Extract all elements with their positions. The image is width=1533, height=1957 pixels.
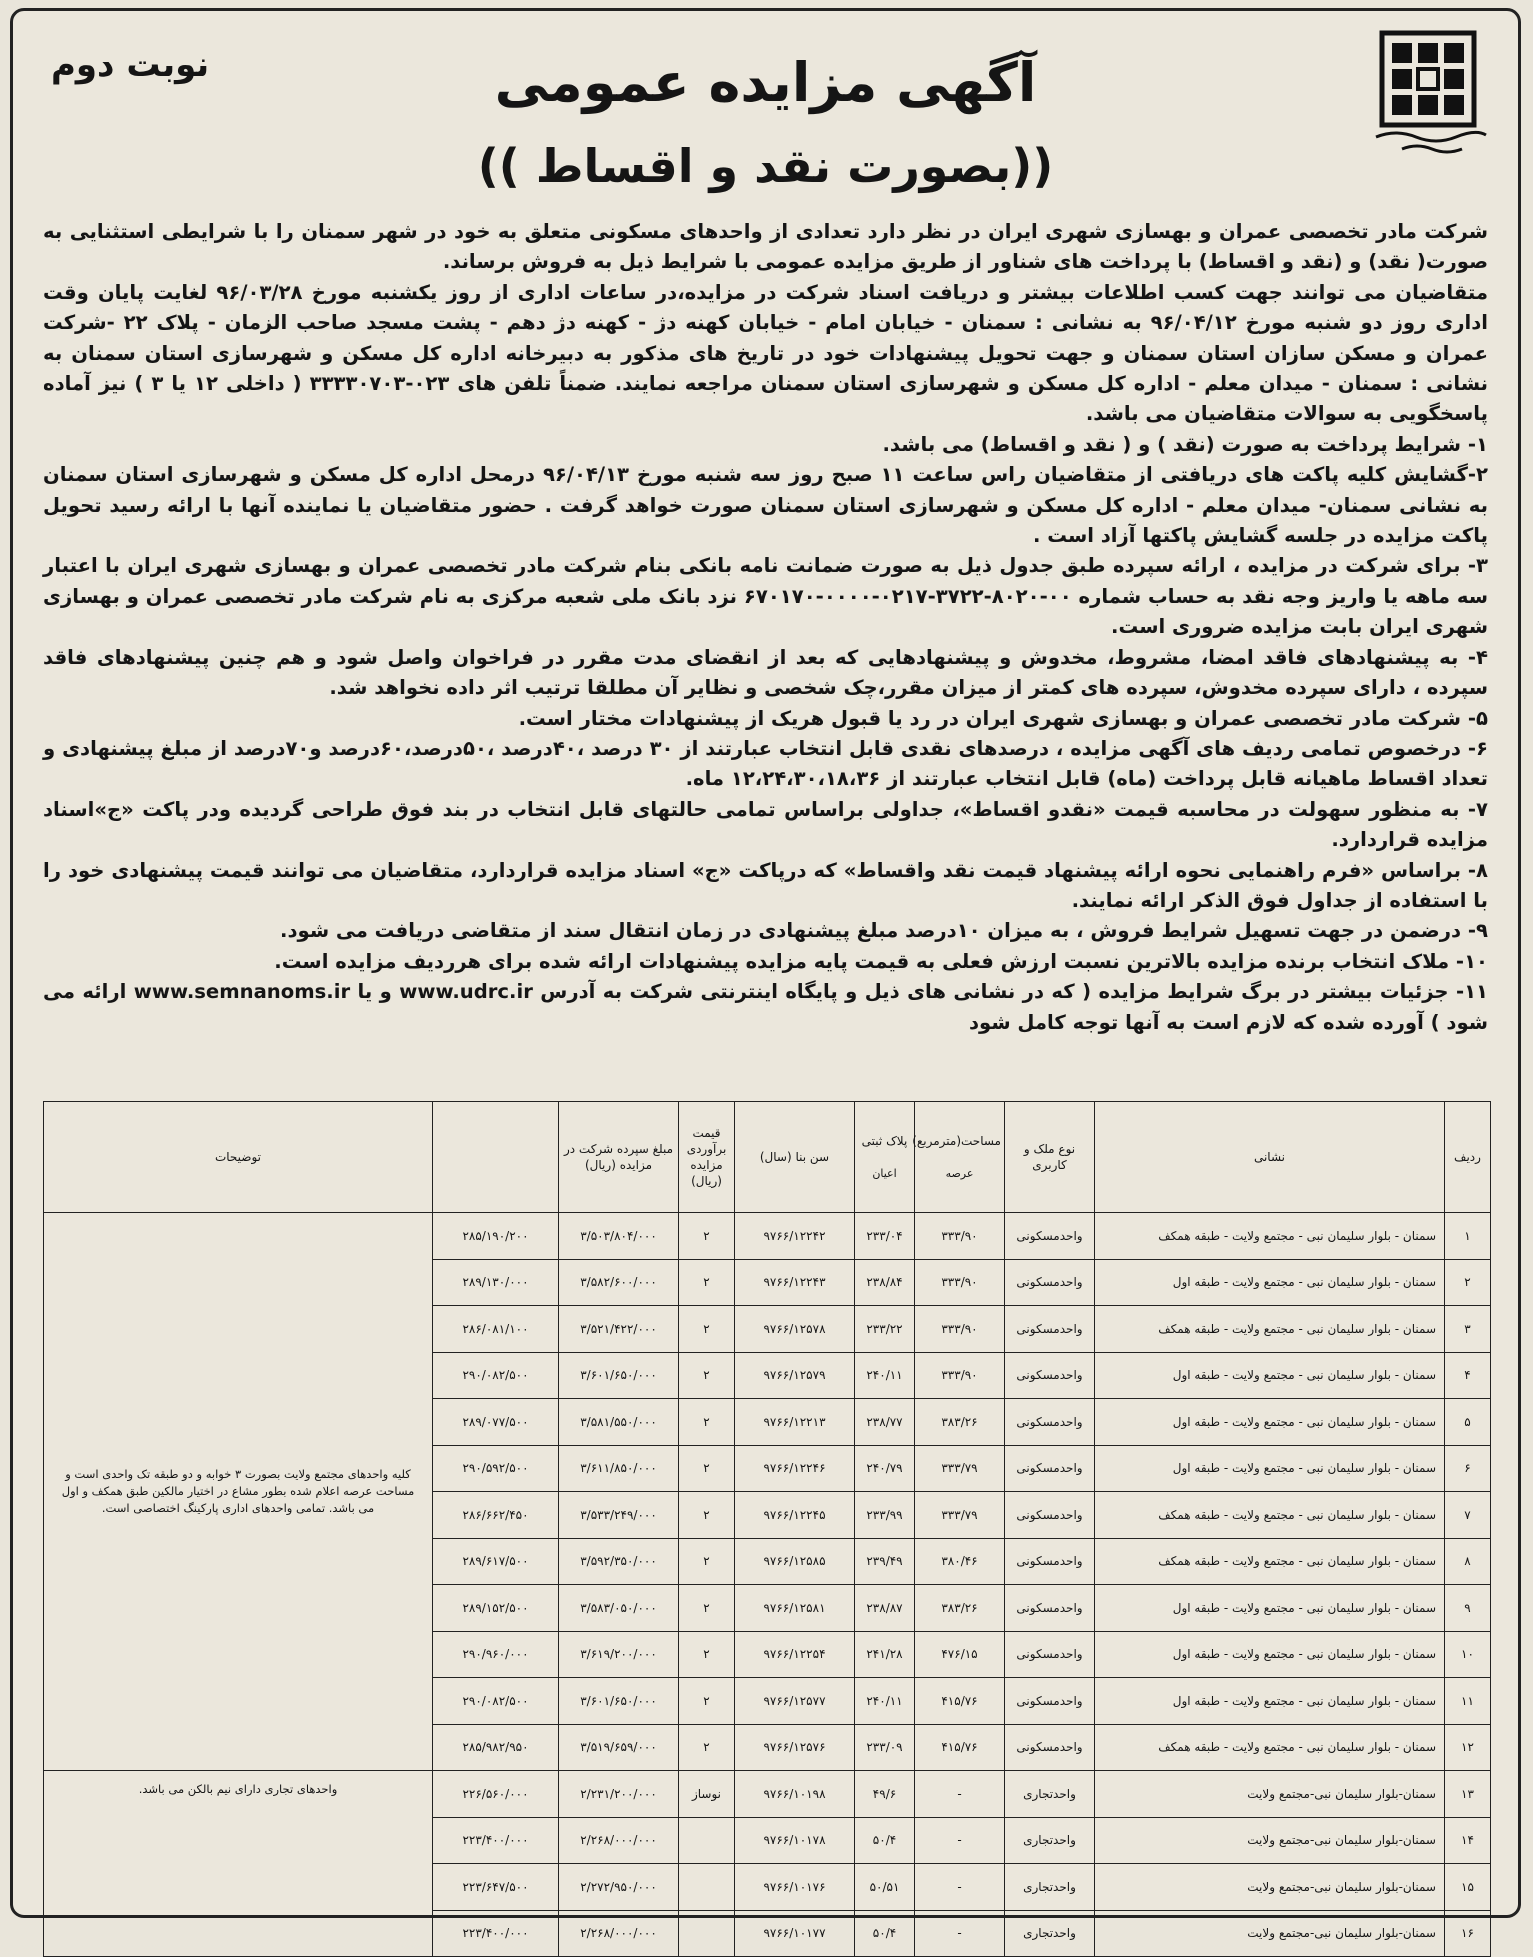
- plaque-cell: ۹۷۶۶/۱۰۱۷۷: [735, 1910, 855, 1957]
- row-number-cell: ۴: [1445, 1352, 1491, 1399]
- terms-text: [43, 217, 1488, 1038]
- ayan-cell: ۲۳۳/۰۹: [855, 1724, 915, 1771]
- deposit-cell: ۲۸۹/۶۱۷/۵۰۰: [433, 1538, 559, 1585]
- row-number-cell: ۳: [1445, 1306, 1491, 1353]
- use-cell: واحدمسکونی: [1005, 1538, 1095, 1585]
- row-number-cell: ۷: [1445, 1492, 1491, 1539]
- contact-paragraph: متقاضیان می توانند جهت کسب اطلاعات بیشتر و دریافت اسناد شرکت در مزایده،در ساعات اداری از روز یکشنبه مورخ ۹۶/۰۳/۲۸ لغایت پایان وقت اداری روز دو شنبه مورخ ۹۶/۰۴/۱۲ به نشانی : سمنان - خیابان امام - خیابان کهنه دژ - کهنه دژ دهم - پشت مسجد صاحب الزمان - پلاک ۲۲ -شرکت عمران و مسکن سازان استان سمنان و جهت تحویل پیشنهادات خود در تاریخ های مذکور به دبیرخانه اداره کل مسکن و شهرسازی استان سمنان به نشانی : سمنان - میدان معلم - اداره کل مسکن و شهرسازی استان سمنان مراجعه نمایند. ضمناً تلفن های ۰۲۳-۳۳۳۳۰۷۰۳ ( داخلی ۱۲ یا ۳ ) نیز آماده پاسخگویی به سوالات متقاضیان می باشد.: [43, 280, 1488, 426]
- address-cell: سمنان - بلوار سلیمان نبی - مجتمع ولایت - طبقه اول: [1095, 1678, 1445, 1725]
- term-1: ۱- شرایط پرداخت به صورت (نقد ) و ( نقد و اقساط) می باشد.: [882, 432, 1488, 456]
- deposit-cell: ۲۲۳/۴۰۰/۰۰۰: [433, 1817, 559, 1864]
- arse-cell: -: [915, 1864, 1005, 1911]
- use-cell: واحدتجاری: [1005, 1910, 1095, 1957]
- header-area-label: مساحت(مترمربع): [912, 1133, 1001, 1148]
- header-notes: توضیحات: [44, 1102, 433, 1213]
- deposit-cell: ۲۹۰/۹۶۰/۰۰۰: [433, 1631, 559, 1678]
- term-11: ۱۱- جزئیات بیشتر در برگ شرایط مزایده ( که در نشانی های ذیل و پایگاه اینترنتی شرکت به آدرس www.udrc.ir و یا www.semnanoms.ir ارائه می شود ) آورده شده که لازم است به آنها توجه کامل شود: [43, 980, 1489, 1034]
- address-cell: سمنان-بلوار سلیمان نبی-مجتمع ولایت: [1095, 1817, 1445, 1864]
- deposit-cell: ۲۹۰/۰۸۲/۵۰۰: [433, 1678, 559, 1725]
- deposit-cell: ۲۸۹/۰۷۷/۵۰۰: [433, 1399, 559, 1446]
- age-cell: [679, 1817, 735, 1864]
- plaque-cell: ۹۷۶۶/۱۲۲۴۶: [735, 1445, 855, 1492]
- use-cell: واحدمسکونی: [1005, 1352, 1095, 1399]
- header-spacer: [433, 1102, 559, 1213]
- use-cell: واحدمسکونی: [1005, 1213, 1095, 1260]
- ayan-cell: ۵۰/۴: [855, 1817, 915, 1864]
- plaque-cell: ۹۷۶۶/۱۲۵۷۷: [735, 1678, 855, 1725]
- price-cell: ۳/۶۰۱/۶۵۰/۰۰۰: [559, 1678, 679, 1725]
- age-cell: [679, 1864, 735, 1911]
- age-cell: ۲: [679, 1585, 735, 1632]
- row-number-cell: ۵: [1445, 1399, 1491, 1446]
- ayan-cell: ۲۴۰/۷۹: [855, 1445, 915, 1492]
- arse-cell: -: [915, 1817, 1005, 1864]
- use-cell: واحدمسکونی: [1005, 1724, 1095, 1771]
- row-number-cell: ۸: [1445, 1538, 1491, 1585]
- page-title: آگهی مزایده عمومی: [494, 51, 1037, 114]
- age-cell: ۲: [679, 1445, 735, 1492]
- address-cell: سمنان - بلوار سلیمان نبی - مجتمع ولایت - طبقه همکف: [1095, 1492, 1445, 1539]
- header-use: نوع ملک و کاربری: [1005, 1102, 1095, 1213]
- plaque-cell: ۹۷۶۶/۱۲۵۸۱: [735, 1585, 855, 1632]
- table-row: [44, 1771, 1491, 1818]
- deposit-cell: ۲۹۰/۰۸۲/۵۰۰: [433, 1352, 559, 1399]
- ayan-cell: ۲۴۱/۲۸: [855, 1631, 915, 1678]
- age-cell: ۲: [679, 1631, 735, 1678]
- plaque-cell: ۹۷۶۶/۱۲۵۸۵: [735, 1538, 855, 1585]
- price-cell: ۳/۵۳۳/۲۴۹/۰۰۰: [559, 1492, 679, 1539]
- age-cell: [679, 1910, 735, 1957]
- age-cell: نوساز: [679, 1771, 735, 1818]
- plaque-cell: ۹۷۶۶/۱۲۲۴۳: [735, 1259, 855, 1306]
- ayan-cell: ۲۳۹/۴۹: [855, 1538, 915, 1585]
- term-7: ۷- به منظور سهولت در محاسبه قیمت «نقدو اقساط»، جداولی براساس تمامی حالتهای قابل انتخاب در بند فوق طراحی گردیده ودر پاکت «ج»اسناد مزایده قراردارد.: [43, 797, 1488, 852]
- ayan-cell: ۲۴۰/۱۱: [855, 1352, 915, 1399]
- price-cell: ۳/۵۲۱/۴۲۲/۰۰۰: [559, 1306, 679, 1353]
- commercial-note-cell: واحدهای تجاری دارای نیم بالکن می باشد.: [44, 1771, 433, 1957]
- plaque-cell: ۹۷۶۶/۱۲۲۱۳: [735, 1399, 855, 1446]
- deposit-cell: ۲۸۹/۱۳۰/۰۰۰: [433, 1259, 559, 1306]
- header-price: مبلغ سپرده شرکت در مزایده (ریال): [559, 1102, 679, 1213]
- ayan-cell: ۵۰/۵۱: [855, 1864, 915, 1911]
- use-cell: واحدمسکونی: [1005, 1492, 1095, 1539]
- arse-cell: ۴۱۵/۷۶: [915, 1678, 1005, 1725]
- deposit-cell: ۲۲۶/۵۶۰/۰۰۰: [433, 1771, 559, 1818]
- arse-cell: ۳۳۳/۹۰: [915, 1352, 1005, 1399]
- table-row: [44, 1213, 1491, 1260]
- ayan-cell: ۲۴۰/۱۱: [855, 1678, 915, 1725]
- row-number-cell: ۱۱: [1445, 1678, 1491, 1725]
- page-subtitle: ((بصورت نقد و اقساط )): [477, 139, 1054, 193]
- age-cell: ۲: [679, 1399, 735, 1446]
- row-number-cell: ۱۴: [1445, 1817, 1491, 1864]
- row-number-cell: ۱۳: [1445, 1771, 1491, 1818]
- price-cell: ۳/۵۰۳/۸۰۴/۰۰۰: [559, 1213, 679, 1260]
- arse-cell: ۳۸۳/۲۶: [915, 1399, 1005, 1446]
- age-cell: ۲: [679, 1724, 735, 1771]
- arse-cell: ۴۷۶/۱۵: [915, 1631, 1005, 1678]
- row-number-cell: ۹: [1445, 1585, 1491, 1632]
- row-number-cell: ۱: [1445, 1213, 1491, 1260]
- header-row-number: ردیف: [1445, 1102, 1491, 1213]
- arse-cell: ۳۳۳/۹۰: [915, 1213, 1005, 1260]
- deposit-cell: ۲۹۰/۵۹۲/۵۰۰: [433, 1445, 559, 1492]
- deposit-cell: ۲۲۳/۴۰۰/۰۰۰: [433, 1910, 559, 1957]
- row-number-cell: ۱۰: [1445, 1631, 1491, 1678]
- term-10: ۱۰- ملاک انتخاب برنده مزایده بالاترین نسبت ارزش فعلی به قیمت پایه مزایده پیشنهادات ارائه شده برای هرردیف مزایده است.: [274, 949, 1488, 973]
- address-cell: سمنان - بلوار سلیمان نبی - مجتمع ولایت - طبقه اول: [1095, 1352, 1445, 1399]
- age-cell: ۲: [679, 1213, 735, 1260]
- price-cell: ۳/۵۸۱/۵۵۰/۰۰۰: [559, 1399, 679, 1446]
- plaque-cell: ۹۷۶۶/۱۰۱۷۶: [735, 1864, 855, 1911]
- price-cell: ۲/۲۷۲/۹۵۰/۰۰۰: [559, 1864, 679, 1911]
- term-9: ۹- درضمن در جهت تسهیل شرایط فروش ، به میزان ۱۰درصد مبلغ پیشنهادی در زمان انتقال سند از متقاضی دریافت می شود.: [280, 919, 1488, 943]
- header-plaque: [855, 1102, 915, 1213]
- round-label: نوبت دوم: [51, 45, 210, 85]
- ayan-cell: ۲۳۳/۲۲: [855, 1306, 915, 1353]
- address-cell: سمنان-بلوار سلیمان نبی-مجتمع ولایت: [1095, 1771, 1445, 1818]
- price-cell: ۲/۲۶۸/۰۰۰/۰۰۰: [559, 1817, 679, 1864]
- arse-cell: -: [915, 1910, 1005, 1957]
- arse-cell: ۳۳۳/۹۰: [915, 1259, 1005, 1306]
- use-cell: واحدمسکونی: [1005, 1445, 1095, 1492]
- price-cell: ۳/۵۸۲/۶۰۰/۰۰۰: [559, 1259, 679, 1306]
- use-cell: واحدتجاری: [1005, 1771, 1095, 1818]
- address-cell: سمنان - بلوار سلیمان نبی - مجتمع ولایت - طبقه همکف: [1095, 1538, 1445, 1585]
- address-cell: سمنان-بلوار سلیمان نبی-مجتمع ولایت: [1095, 1910, 1445, 1957]
- term-6: ۶- درخصوص تمامی ردیف های آگهی مزایده ، درصدهای نقدی قابل انتخاب عبارتند از ۳۰ درصد ،۴۰درصد ،۵۰درصد،۶۰درصد و۷۰درصد از مبلغ پیشنهادی و تعداد اقساط ماهیانه قابل پرداخت (ماه) قابل انتخاب عبارتند از ۱۲،۲۴،۳۰،۱۸،۳۶ ماه.: [43, 736, 1488, 791]
- use-cell: واحدمسکونی: [1005, 1259, 1095, 1306]
- address-cell: سمنان - بلوار سلیمان نبی - مجتمع ولایت - طبقه اول: [1095, 1445, 1445, 1492]
- row-number-cell: ۱۵: [1445, 1864, 1491, 1911]
- ayan-cell: ۲۳۸/۷۷: [855, 1399, 915, 1446]
- term-5: ۵- شرکت مادر تخصصی عمران و بهسازی شهری ایران در رد یا قبول هریک از پیشنهادات مختار است.: [518, 706, 1488, 730]
- deposit-cell: ۲۸۶/۰۸۱/۱۰۰: [433, 1306, 559, 1353]
- address-cell: سمنان - بلوار سلیمان نبی - مجتمع ولایت - طبقه اول: [1095, 1585, 1445, 1632]
- age-cell: ۲: [679, 1538, 735, 1585]
- use-cell: واحدمسکونی: [1005, 1585, 1095, 1632]
- price-cell: ۳/۶۱۹/۲۰۰/۰۰۰: [559, 1631, 679, 1678]
- plaque-cell: ۹۷۶۶/۱۲۵۷۶: [735, 1724, 855, 1771]
- plaque-cell: ۹۷۶۶/۱۲۵۷۸: [735, 1306, 855, 1353]
- arse-cell: -: [915, 1771, 1005, 1818]
- deposit-cell: ۲۸۵/۹۸۲/۹۵۰: [433, 1724, 559, 1771]
- price-cell: ۲/۲۶۸/۰۰۰/۰۰۰: [559, 1910, 679, 1957]
- header-area: [912, 1102, 1005, 1213]
- address-cell: سمنان-بلوار سلیمان نبی-مجتمع ولایت: [1095, 1864, 1445, 1911]
- use-cell: واحدمسکونی: [1005, 1306, 1095, 1353]
- address-cell: سمنان - بلوار سلیمان نبی - مجتمع ولایت - طبقه همکف: [1095, 1724, 1445, 1771]
- term-2: ۲-گشایش کلیه پاکت های دریافتی از متقاضیان راس ساعت ۱۱ صبح روز سه شنبه مورخ ۹۶/۰۴/۱۳ درمحل اداره کل مسکن و شهرسازی استان سمنان به نشانی سمنان- میدان معلم - اداره کل مسکن و شهرسازی استان سمنان صورت خواهد گرفت . حضور متقاضیان یا نماینده آنها با ارائه رسید تحویل پاکت مزایده در جلسه گشایش پاکتها آزاد است .: [43, 463, 1488, 548]
- use-cell: واحدمسکونی: [1005, 1399, 1095, 1446]
- header-plaque-label: پلاک ثبتی: [861, 1133, 908, 1148]
- age-cell: ۲: [679, 1259, 735, 1306]
- header-built: سن بنا (سال): [735, 1102, 855, 1213]
- residential-note-cell: کلیه واحدهای مجتمع ولایت بصورت ۳ خوابه و دو طبقه تک واحدی است و مساحت عرصه اعلام شده بطور مشاع در اختیار مالکین طبق همکف و اول می باشد. تمامی واحدهای اداری پارکینگ اختصاصی است.: [44, 1213, 433, 1771]
- property-table-wrapper: [43, 1101, 1490, 1941]
- use-cell: واحدتجاری: [1005, 1817, 1095, 1864]
- age-cell: ۲: [679, 1678, 735, 1725]
- address-cell: سمنان - بلوار سلیمان نبی - مجتمع ولایت - طبقه همکف: [1095, 1213, 1445, 1260]
- advertisement-page: [10, 8, 1521, 1941]
- deposit-cell: ۲۸۵/۱۹۰/۲۰۰: [433, 1213, 559, 1260]
- deposit-cell: ۲۸۶/۶۶۲/۴۵۰: [433, 1492, 559, 1539]
- arse-cell: ۳۳۳/۷۹: [915, 1492, 1005, 1539]
- term-8: ۸- براساس «فرم راهنمایی نحوه ارائه پیشنهاد قیمت نقد واقساط» که درپاکت «ج» اسناد مزایده قراردارد، متقاضیان می توانند قیمت پیشنهادی خود را با استفاده از جداول فوق الذکر ارائه نمایند.: [43, 858, 1488, 912]
- property-table-body: [44, 1213, 1491, 1957]
- address-cell: سمنان - بلوار سلیمان نبی - مجتمع ولایت - طبقه اول: [1095, 1399, 1445, 1446]
- deposit-cell: ۲۲۳/۶۴۷/۵۰۰: [433, 1864, 559, 1911]
- ayan-cell: ۲۳۳/۰۴: [855, 1213, 915, 1260]
- address-cell: سمنان - بلوار سلیمان نبی - مجتمع ولایت - طبقه همکف: [1095, 1306, 1445, 1353]
- row-number-cell: ۱۶: [1445, 1910, 1491, 1957]
- row-number-cell: ۶: [1445, 1445, 1491, 1492]
- arse-cell: ۳۳۳/۷۹: [915, 1445, 1005, 1492]
- price-cell: ۲/۲۳۱/۲۰۰/۰۰۰: [559, 1771, 679, 1818]
- address-cell: سمنان - بلوار سلیمان نبی - مجتمع ولایت - طبقه اول: [1095, 1631, 1445, 1678]
- age-cell: ۲: [679, 1492, 735, 1539]
- arse-cell: ۳۸۳/۲۶: [915, 1585, 1005, 1632]
- use-cell: واحدمسکونی: [1005, 1678, 1095, 1725]
- term-3: ۳- برای شرکت در مزایده ، ارائه سپرده طبق جدول ذیل به صورت ضمانت نامه بانکی بنام شرکت مادر تخصصی عمران و بهسازی شهری ایران با اعتبار سه ماهه یا واریز وجه نقد به حساب شماره ۰۰-۸۰۲۰-۳۷۲۲-۰۲۱۷-۰۰۰۰-۶۷۰۱۷۰ نزد بانک ملی شعبه مرکزی به نام شرکت مادر تخصصی عمران و بهسازی شهری ایران بابت مزایده ضروری است.: [43, 554, 1488, 639]
- arse-cell: ۴۱۵/۷۶: [915, 1724, 1005, 1771]
- plaque-cell: ۹۷۶۶/۱۲۲۴۲: [735, 1213, 855, 1260]
- price-cell: ۳/۵۸۳/۰۵۰/۰۰۰: [559, 1585, 679, 1632]
- price-cell: ۳/۵۱۹/۶۵۹/۰۰۰: [559, 1724, 679, 1771]
- header-address: نشانی: [1095, 1102, 1445, 1213]
- ayan-cell: ۴۹/۶: [855, 1771, 915, 1818]
- use-cell: واحدتجاری: [1005, 1864, 1095, 1911]
- arse-cell: ۳۳۳/۹۰: [915, 1306, 1005, 1353]
- header-ayan: اعیان: [872, 1166, 897, 1180]
- intro-paragraph: شرکت مادر تخصصی عمران و بهسازی شهری ایران در نظر دارد تعدادی از واحدهای مسکونی متعلق به خود در شهر سمنان را با شرایطی استثنایی به صورت( نقد) و (نقد و اقساط) با پرداخت های شناور از طریق مزایده عمومی با شرایط ذیل به فروش برساند.: [43, 220, 1488, 274]
- term-4: ۴- به پیشنهادهای فاقد امضا، مشروط، مخدوش و پیشنهادهایی که بعد از انقضای مدت مقرر در فراخوان واصل شود و هم چنین پیشنهادهای فاقد سپرده ، دارای سپرده مخدوش، سپرده های کمتر از میزان مقرر،چک شخصی و نظایر آن مطلقا ترتیب اثر داده نخواهد شد.: [43, 645, 1488, 700]
- address-cell: سمنان - بلوار سلیمان نبی - مجتمع ولایت - طبقه اول: [1095, 1259, 1445, 1306]
- age-cell: ۲: [679, 1306, 735, 1353]
- price-cell: ۳/۶۱۱/۸۵۰/۰۰۰: [559, 1445, 679, 1492]
- age-cell: ۲: [679, 1352, 735, 1399]
- plaque-cell: ۹۷۶۶/۱۰۱۹۸: [735, 1771, 855, 1818]
- ayan-cell: ۲۳۸/۸۴: [855, 1259, 915, 1306]
- plaque-cell: ۹۷۶۶/۱۲۲۵۴: [735, 1631, 855, 1678]
- plaque-cell: ۹۷۶۶/۱۲۲۴۵: [735, 1492, 855, 1539]
- arse-cell: ۳۸۰/۴۶: [915, 1538, 1005, 1585]
- ayan-cell: ۲۳۳/۹۹: [855, 1492, 915, 1539]
- row-number-cell: ۱۲: [1445, 1724, 1491, 1771]
- header-age: قیمت برآوردی مزایده (ریال): [679, 1102, 735, 1213]
- deposit-cell: ۲۸۹/۱۵۲/۵۰۰: [433, 1585, 559, 1632]
- property-table: [43, 1101, 1491, 1957]
- plaque-cell: ۹۷۶۶/۱۲۵۷۹: [735, 1352, 855, 1399]
- use-cell: واحدمسکونی: [1005, 1631, 1095, 1678]
- plaque-cell: ۹۷۶۶/۱۰۱۷۸: [735, 1817, 855, 1864]
- ayan-cell: ۲۳۸/۸۷: [855, 1585, 915, 1632]
- ayan-cell: ۵۰/۴: [855, 1910, 915, 1957]
- header-arse: عرصه: [945, 1166, 974, 1180]
- row-number-cell: ۲: [1445, 1259, 1491, 1306]
- price-cell: ۳/۶۰۱/۶۵۰/۰۰۰: [559, 1352, 679, 1399]
- price-cell: ۳/۵۹۲/۳۵۰/۰۰۰: [559, 1538, 679, 1585]
